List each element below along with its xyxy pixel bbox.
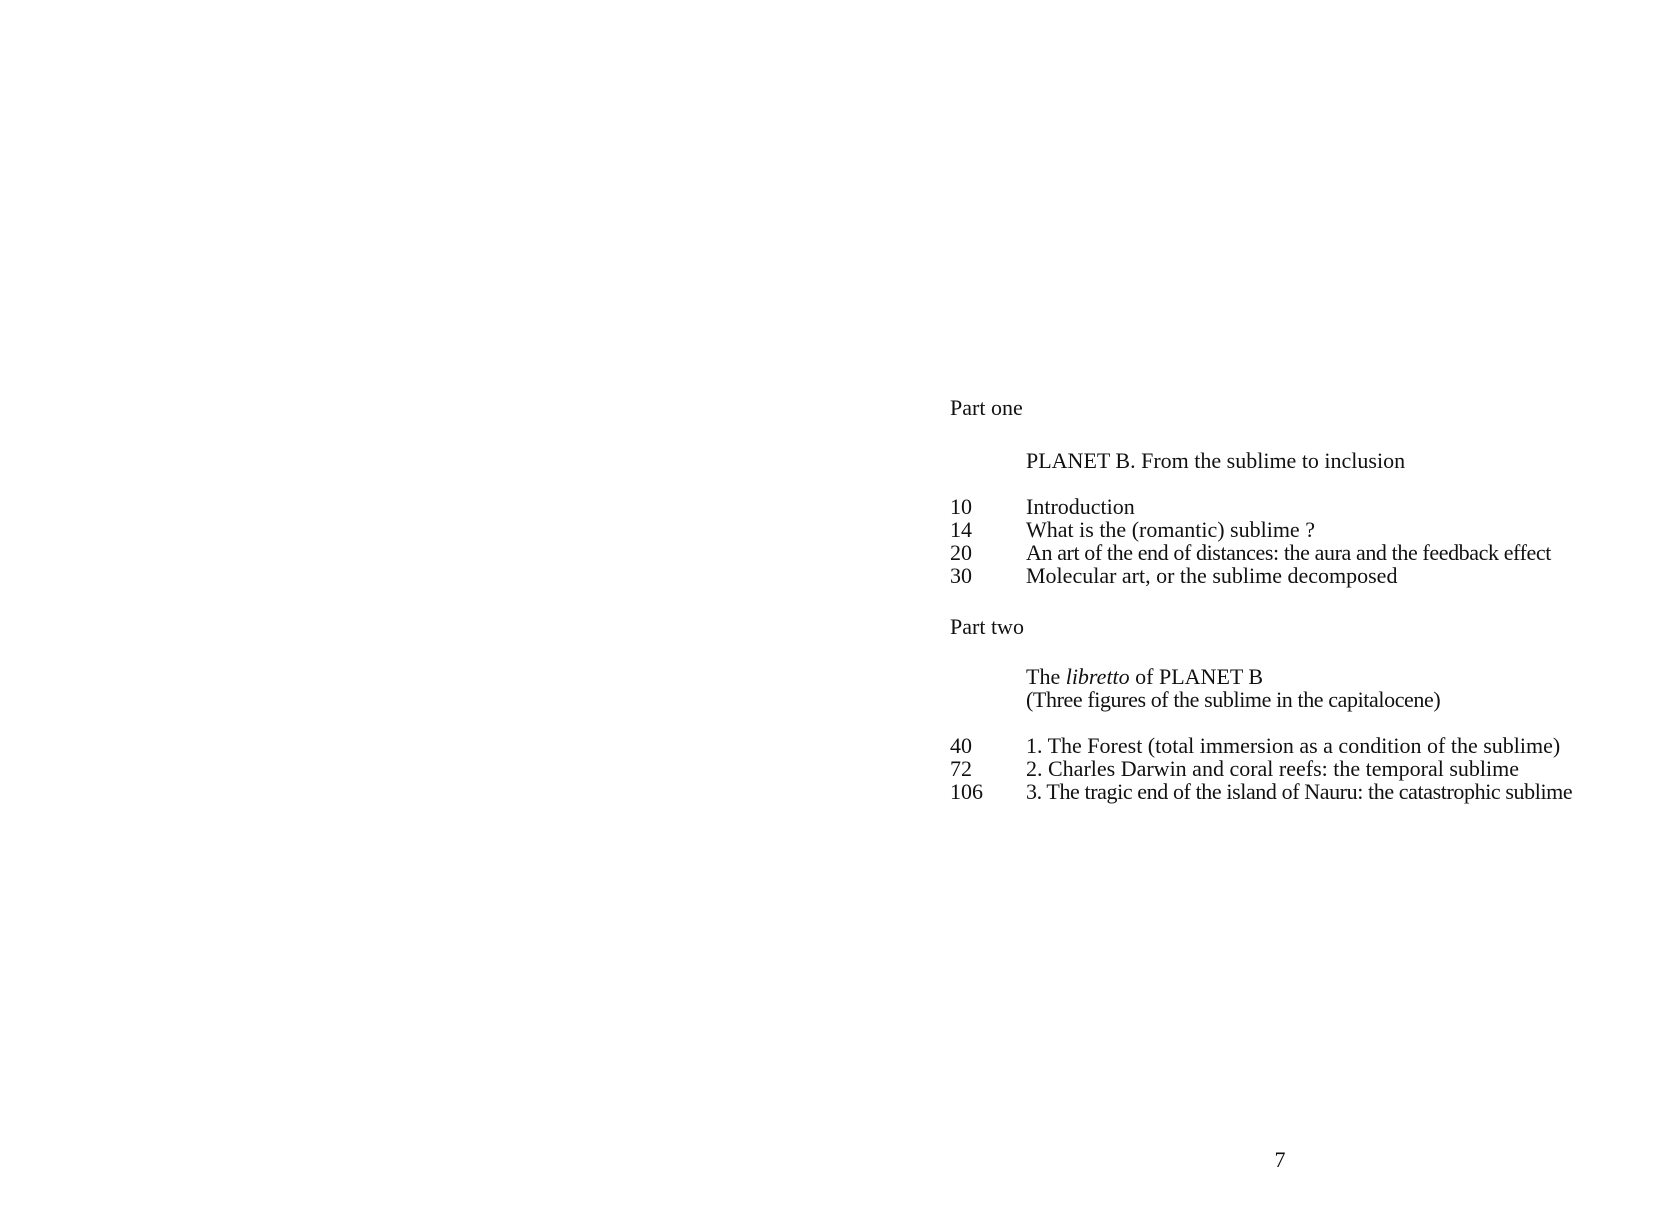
toc-entry-page: 20 [950,540,972,565]
toc-entry-title: 2. Charles Darwin and coral reefs: the temporal sublime [1026,756,1520,781]
part-one-label: Part one [950,395,1023,420]
toc-entry-title: Introduction [1026,494,1135,519]
part-two-label: Part two [950,614,1024,639]
toc-entry-page: 30 [950,563,972,588]
toc-entry-page: 14 [950,517,972,542]
toc-entry[interactable] [950,518,1640,541]
toc-entry[interactable] [950,564,1640,587]
toc-entry-page: 72 [950,756,972,781]
toc-entry-title: An art of the end of distances: the aura and the feedback effect [1026,540,1551,565]
toc-entry[interactable] [950,780,1640,803]
part-two-entries [950,734,1640,803]
part-two-title-prefix: The [1026,664,1066,689]
toc-entry[interactable] [950,541,1640,564]
toc-entry-title: 1. The Forest (total immersion as a condition of the sublime) [1026,733,1561,758]
part-two-title-italic: libretto [1065,664,1130,689]
toc-entry-page: 10 [950,494,972,519]
toc-entry[interactable] [950,757,1640,780]
toc-entry-title: 3. The tragic end of the island of Nauru: the catastrophic sublime [1026,779,1573,804]
toc-entry-title: What is the (romantic) sublime ? [1026,517,1315,542]
toc-entry[interactable] [950,734,1640,757]
toc-entry-page: 40 [950,733,972,758]
toc-entry-page: 106 [950,779,983,804]
part-one-title: PLANET B. From the sublime to inclusion [1026,448,1406,473]
toc-entry[interactable] [950,495,1640,518]
page-number: 7 [1274,1147,1286,1172]
part-one-entries [950,495,1640,587]
part-two-title-suffix: of PLANET B [1129,664,1264,689]
part-two-subtitle: (Three figures of the sublime in the capitalocene) [1026,687,1441,712]
toc-entry-title: Molecular art, or the sublime decomposed [1026,563,1398,588]
part-two-title [1026,665,1263,688]
